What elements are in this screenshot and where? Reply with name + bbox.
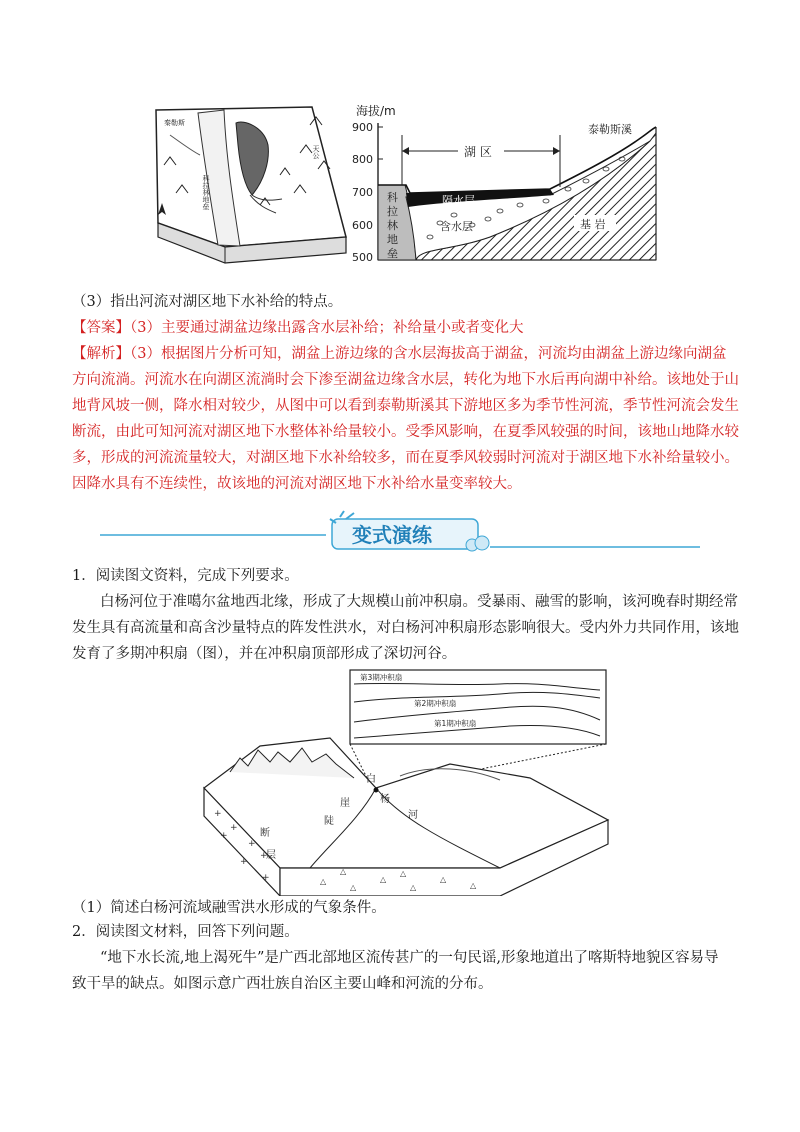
answer-tag: 【答案】 <box>72 320 130 336</box>
label-ya: 崖 <box>340 798 350 809</box>
problem-2-intro: 2．阅读图文材料，回答下列问题。 <box>72 924 299 940</box>
svg-text:△: △ <box>380 875 387 884</box>
svg-text:△: △ <box>350 883 357 892</box>
problem-1-intro: 1．阅读图文资料，完成下列要求。 <box>72 568 299 584</box>
bedrock-label: 基 岩 <box>580 218 606 231</box>
inset-fan-1: 第1期冲积扇 <box>434 719 477 728</box>
ytick-500: 500 <box>352 251 373 264</box>
problem-2-line-1: “地下水长流,地上渴死牛”是广西北部地区流传甚广的一句民谣,形象地道出了喀斯特地貌区容易导 <box>100 950 719 966</box>
analysis-line-5: 多，形成的河流流量较大，对湖区地下水补给较多，而在夏季风较弱时河流对于湖区地下水补给量较小。 <box>72 450 739 466</box>
inset-fan-3: 第3期冲积扇 <box>360 673 403 682</box>
banner-title: 变式演练 <box>352 523 432 547</box>
analysis-line-3: 地背风坡一侧，降水相对较少，从图中可以看到泰勒斯溪其下游地区多为季节性河流，季节性河流会发生 <box>72 398 739 414</box>
analysis-line-6: 因降水具有不连续性，故该地的河流对湖区地下水补给水量变率较大。 <box>72 476 522 492</box>
svg-text:垒: 垒 <box>387 247 398 260</box>
ytick-700: 700 <box>352 186 373 199</box>
svg-text:+: + <box>260 851 268 861</box>
svg-text:△: △ <box>410 883 417 892</box>
answer-text: （3）主要通过湖盆边缘出露含水层补给；补给量小或者变化大 <box>130 320 524 336</box>
analysis-line-1: 【解析】（3）根据图片分析可知，湖盆上游边缘的含水层海拔高于湖盆，河流均由湖盆上游边缘向湖盆 <box>72 346 727 362</box>
label-he: 河 <box>408 810 418 821</box>
svg-text:+: + <box>240 857 248 867</box>
svg-text:地: 地 <box>387 233 398 246</box>
profile-ylabel: 海拔/m <box>356 104 396 118</box>
problem-1-line-3: 发育了多期冲积扇（图），并在冲积扇顶部形成了深切河谷。 <box>72 646 457 662</box>
label-duan: 断 <box>260 828 270 839</box>
terrain-block-map <box>140 105 348 267</box>
map-label-stream: 秦勒斯 <box>164 119 185 127</box>
map-label-tian: 天公 <box>312 145 320 159</box>
aquiclude-label: 隔水层 <box>442 194 475 207</box>
svg-text:△: △ <box>340 867 347 876</box>
svg-text:+: + <box>230 823 238 833</box>
svg-text:△: △ <box>440 875 447 884</box>
svg-text:△: △ <box>470 881 477 890</box>
svg-text:+: + <box>214 809 222 819</box>
svg-text:△: △ <box>320 877 327 886</box>
lake-cross-section <box>350 103 668 271</box>
aquifer-label: 含水层 <box>440 220 473 233</box>
alluvial-fan-block <box>200 668 612 896</box>
svg-text:+: + <box>248 839 256 849</box>
svg-text:林: 林 <box>387 219 398 232</box>
question-3: （3）指出河流对湖区地下水补给的特点。 <box>72 294 343 310</box>
stream-label: 泰勒斯溪 <box>588 123 632 136</box>
section-banner <box>100 505 700 553</box>
problem-1-line-2: 发生具有高流量和高含沙量特点的阵发性洪水，对白杨河冲积扇形态影响很大。受内外力共同作用，该地 <box>72 620 739 636</box>
map-label-horst: 科拉林地垒 <box>202 175 210 210</box>
ytick-600: 600 <box>352 219 373 232</box>
svg-text:拉: 拉 <box>387 205 398 218</box>
svg-text:+: + <box>262 873 270 883</box>
ytick-900: 900 <box>352 121 373 134</box>
svg-text:科: 科 <box>387 191 398 204</box>
horst-label <box>387 190 398 260</box>
label-bai: 白 <box>366 774 376 785</box>
problem-2-line-2: 致干旱的缺点。如图示意广西壮族自治区主要山峰和河流的分布。 <box>72 976 493 992</box>
ytick-800: 800 <box>352 153 373 166</box>
svg-text:△: △ <box>400 869 407 878</box>
analysis-line-2: 方向流淌。河流水在向湖区流淌时会下渗至湖盆边缘含水层，转化为地下水后再向湖中补给。该地处于山 <box>72 372 739 388</box>
question-1-1: （1）简述白杨河流域融雪洪水形成的气象条件。 <box>72 900 386 916</box>
analysis-line-4: 断流，由此可知河流对湖区地下水整体补给量较小。受季风影响，在夏季风较强的时间，该地山地降水较 <box>72 424 739 440</box>
inset-fan-2: 第2期冲积扇 <box>414 699 457 708</box>
problem-1-line-1: 白杨河位于准噶尔盆地西北缘，形成了大规模山前冲积扇。受暴雨、融雪的影响，该河晚春时期经常 <box>100 594 738 610</box>
label-dou: 陡 <box>324 816 334 827</box>
lake-zone-label: 湖 区 <box>464 145 492 159</box>
label-ceng: 层 <box>266 850 276 861</box>
svg-text:+: + <box>220 831 228 841</box>
answer <box>72 318 523 338</box>
analysis-tag: 【解析】 <box>72 346 130 362</box>
label-yang: 杨 <box>380 794 390 805</box>
